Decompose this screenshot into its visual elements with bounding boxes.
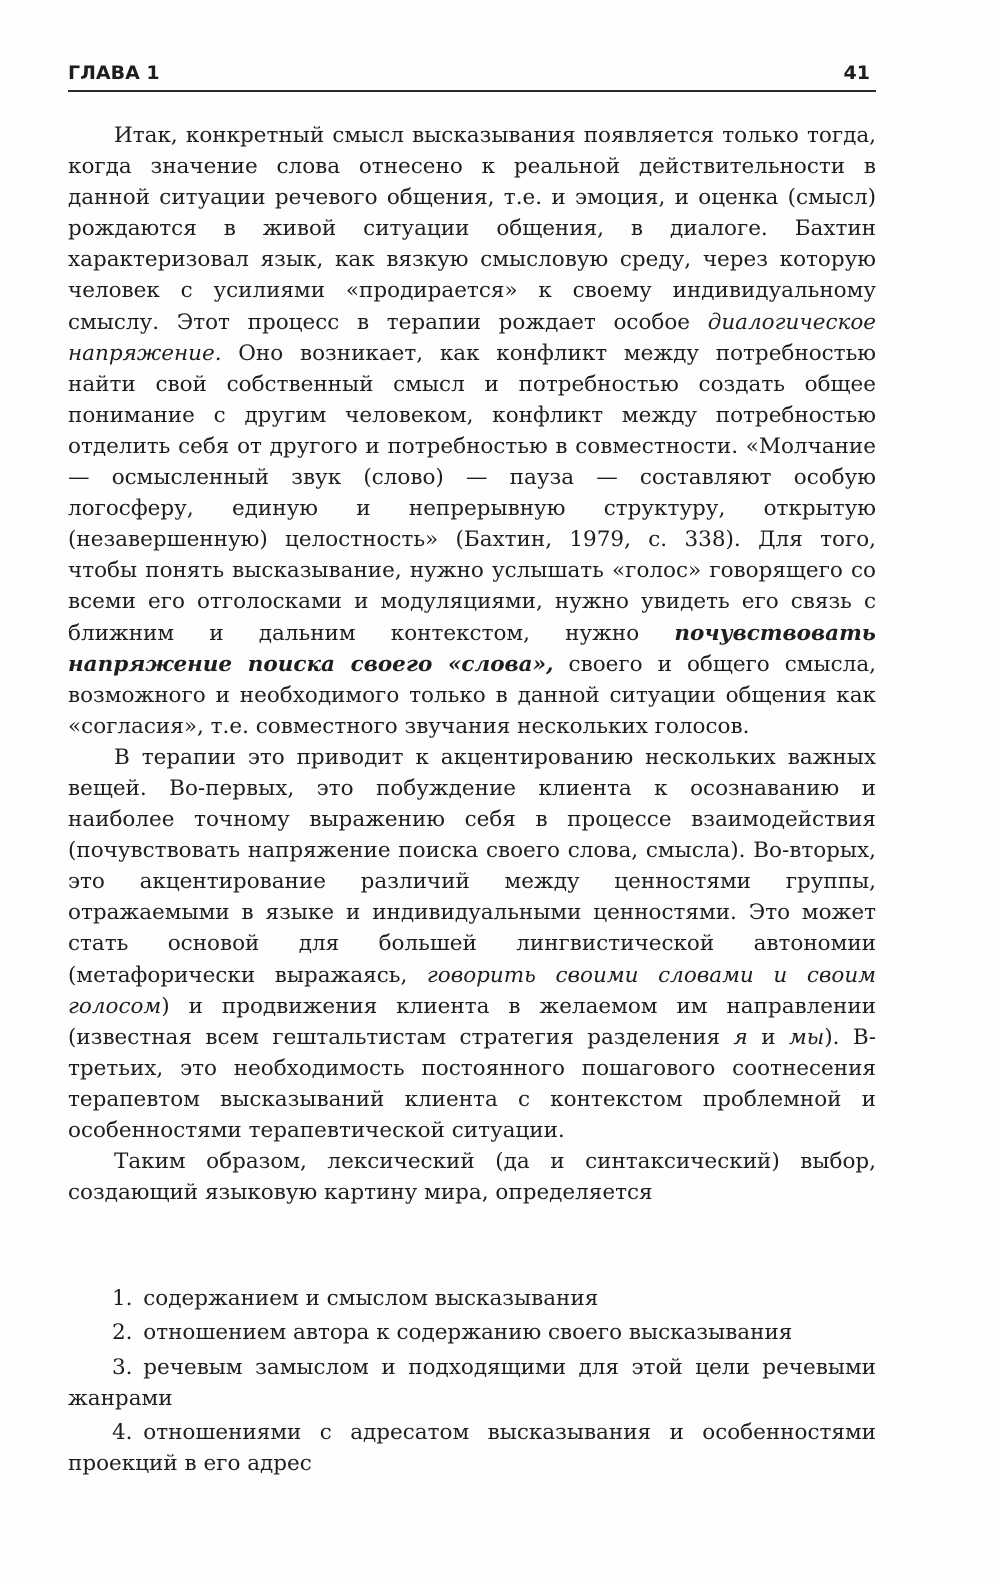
list-text: речевым замыслом и подходящими для этой цели речевыми жанрами (68, 1354, 876, 1411)
text-run: ) и продвижения клиента в желаемом им направлении (известная всем гештальтистам стратегия разделения (68, 993, 876, 1050)
list-item (68, 1317, 876, 1348)
emphasis-term: говорить своими словами и своим голосом (68, 962, 876, 1019)
numbered-list (68, 1283, 876, 1483)
list-item (68, 1283, 876, 1314)
list-number: 2. (112, 1320, 133, 1346)
text-run: Таким образом, лексический (да и синтаксический) выбор, создающий языковую картину мира, определяется (68, 1149, 876, 1206)
list-text: отношением автора к содержанию своего высказывания (143, 1320, 793, 1346)
running-header (68, 60, 876, 92)
text-run: и (747, 1024, 789, 1050)
page-number: 41 (843, 62, 870, 84)
text-run: своего и общего смысла, возможного и необходимого только в данной ситуации общения как «согласия», т.е. совместного звучания нескольких голосов. (68, 651, 876, 739)
text-run: ). В-третьих, это необходимость постоянного пошагового соотнесения терапевтом высказываний клиента с контекстом проблемной и особенностями терапевтической ситуации. (68, 1024, 877, 1143)
list-number: 4. (112, 1420, 133, 1446)
bold-emphasis: почувствовать напряжение поиска своего «слова», (68, 620, 876, 677)
list-number: 3. (112, 1354, 133, 1380)
list-item (68, 1352, 876, 1415)
chapter-title: ГЛАВА 1 (68, 62, 160, 84)
list-text: содержанием и смыслом высказывания (143, 1286, 599, 1311)
paragraph (68, 1146, 876, 1208)
text-run: В терапии это приводит к акцентированию нескольких важных вещей. Во-первых, это побуждение клиента к осознаванию и наиболее точному выражению себя в процессе взаимодействия (почувствовать напряжение поиска своего слова, смысла). Во-вторых, это акцентирование различий между ценностями группы, отражаемыми в языке и индивидуальными ценностями. Это может стать основой для большей лингвистической автономии (метафорически выражаясь, (68, 744, 876, 988)
list-text: отношениями с адресатом высказывания и особенностями проекций в его адрес (68, 1420, 876, 1477)
paragraph (68, 120, 876, 742)
emphasis-term: я (733, 1024, 748, 1050)
list-item (68, 1417, 876, 1480)
emphasis-term: диалогическое напряжение. (68, 309, 876, 366)
list-number: 1. (112, 1286, 133, 1311)
text-run: Оно возникает, как конфликт между потребностью найти свой собственный смысл и потребностью создать общее понимание с другим человеком, конфликт между потребностью отделить себя от другого и потребностью в совместности. «Молчание — осмысленный звук (слово) — пауза — составляют особую логосферу, единую и непрерывную структуру, открытую (незавершенную) целостность» (Бахтин, 1979, с. 338). Для того, чтобы понять высказывание, нужно услышать «голос» говорящего со всеми его отголосками и модуляциями, нужно увидеть его связь с ближним и дальним контекстом, нужно (68, 340, 876, 646)
text-run: Итак, конкретный смысл высказывания появляется только тогда, когда значение слова отнесено к реальной действительности в данной ситуации речевого общения, т.е. и эмоция, и оценка (смысл) рождаются в живой ситуации общения, в диалоге. Бахтин характеризовал язык, как вязкую смысловую среду, через которую человек с усилиями «продирается» к своему индивидуальному смыслу. Этот процесс в терапии рождает особое (68, 123, 876, 335)
paragraph (68, 742, 876, 1146)
emphasis-term: мы (788, 1024, 825, 1050)
body-text (68, 120, 876, 1208)
